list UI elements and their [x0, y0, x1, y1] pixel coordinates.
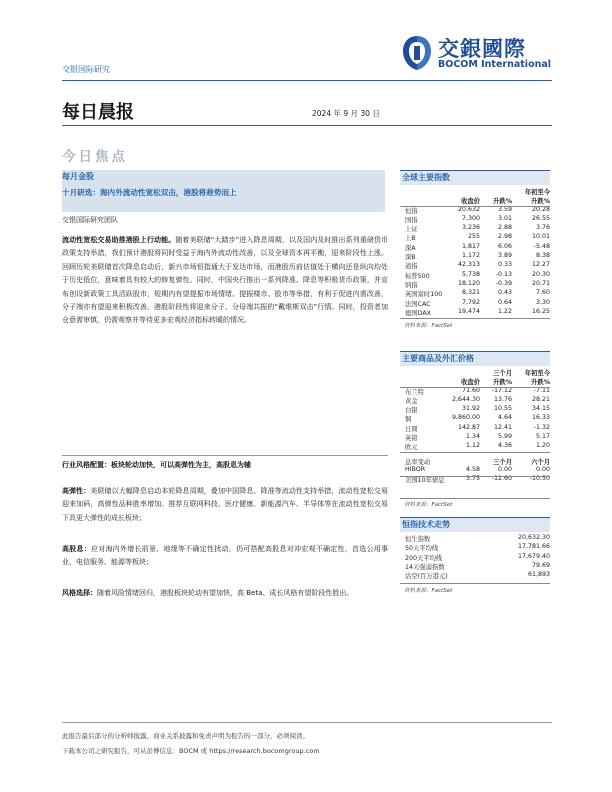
row-label: 恒生指数	[405, 536, 431, 543]
row-value: 71.60	[461, 386, 480, 394]
paragraph-body: 应对海内外增长前景、地缘等不确定性扰动，仍可搭配高股息对冲宏观不确定性，首选公用事业、电信服务、能源等板块；	[62, 545, 388, 567]
row-label: 恒指	[405, 207, 418, 215]
footer-divider	[62, 722, 552, 723]
table-header-row	[400, 187, 550, 196]
row-value: 3.59	[497, 205, 512, 213]
row-value: -1.32	[533, 423, 550, 431]
table-row	[400, 289, 550, 298]
row-value: 3.76	[535, 224, 550, 232]
column-header: 收盘价	[461, 198, 480, 206]
global-indices-rows	[400, 206, 550, 318]
section-heading: 今日焦点	[62, 149, 128, 165]
paragraph-divider	[62, 455, 388, 456]
table-row	[400, 299, 550, 308]
page-title: 每日晨报	[62, 102, 134, 123]
feature-title: 十月研选：海内外流动性宽松双击，港股将趁势而上	[62, 188, 237, 197]
paragraph-sector-style	[62, 459, 388, 472]
commodities-header	[400, 351, 550, 366]
row-value: 3.01	[497, 214, 512, 222]
row-value: 1,817	[461, 242, 480, 250]
feature-tag: 每月金股	[62, 172, 94, 181]
row-label: HIBOR	[405, 465, 426, 473]
row-value: 34.15	[531, 405, 550, 413]
column-header: 升跌%	[493, 198, 512, 206]
row-label: 布兰特	[405, 388, 424, 396]
table-header-row	[400, 457, 550, 466]
paragraph-body: 随着风险情绪回归，港股板块轮动有望加快，高 Beta、成长风格有望阶段性胜出。	[97, 589, 354, 597]
row-value: 7.60	[535, 289, 550, 297]
row-label: 上B	[405, 235, 416, 243]
table-divider	[400, 452, 550, 453]
column-header: 年初至今	[524, 189, 550, 196]
row-label: 14天强弱指数	[405, 563, 445, 571]
row-value: 79.69	[531, 561, 550, 569]
title-divider	[62, 125, 552, 126]
row-value: 31.92	[461, 405, 480, 413]
row-value: -10.50	[529, 475, 550, 483]
table-row	[400, 215, 550, 224]
global-indices-header	[400, 170, 550, 185]
table-divider	[400, 387, 550, 388]
row-value: 3.75	[465, 475, 480, 483]
column-header: 升跌%	[493, 379, 512, 387]
row-value: -0.39	[495, 279, 512, 287]
row-value: 4.64	[497, 414, 512, 422]
row-value: 42,313	[457, 261, 480, 269]
table-header-row	[400, 196, 550, 205]
row-value: 3.89	[497, 252, 512, 260]
row-label: 白银	[405, 407, 418, 415]
paragraph-style-selection	[62, 587, 388, 600]
row-value: 4.58	[465, 465, 480, 473]
table-row	[400, 243, 550, 252]
table-row	[400, 206, 550, 215]
table-row	[400, 414, 550, 423]
hk-tech-header	[400, 517, 550, 532]
table-row	[400, 442, 550, 451]
row-value: 20,632	[457, 205, 480, 213]
row-value: 3,236	[461, 224, 480, 232]
row-value: 20.30	[531, 270, 550, 278]
hk-tech-title: 恒指技术走势	[402, 520, 450, 529]
table-header-row	[400, 368, 550, 377]
row-label: 沽空(百万港元)	[405, 573, 448, 581]
row-value: 20,632.30	[517, 534, 550, 541]
author-team: 交银国际研究团队	[62, 216, 118, 224]
table-row	[400, 571, 550, 580]
column-header: 升跌%	[531, 379, 550, 387]
row-label: 日圆	[405, 425, 418, 433]
row-value: 5,738	[461, 270, 480, 278]
table-row	[400, 224, 550, 233]
logo-english-name: BOCOM International	[438, 59, 552, 70]
column-header: 息率变动	[405, 458, 431, 466]
table-divider	[400, 583, 550, 584]
table-source: 资料来源：FactSet	[404, 323, 453, 329]
brand-subtitle: 交银国际研究	[62, 65, 110, 74]
row-label: 黄金	[405, 397, 418, 405]
row-label: 道指	[405, 263, 418, 271]
row-value: 2,644.30	[451, 395, 480, 403]
row-value: 6.06	[497, 242, 512, 250]
row-value: 2.98	[497, 233, 512, 241]
row-value: 16.33	[531, 414, 550, 422]
row-value: -17.12	[491, 386, 512, 394]
row-value: 13.76	[493, 395, 512, 403]
row-value: 1,172	[461, 252, 480, 260]
table-row	[400, 424, 550, 433]
row-label: 英镑	[405, 435, 418, 443]
column-header: 三个月	[493, 458, 512, 466]
row-value: 1.34	[465, 433, 480, 441]
row-label: 深A	[405, 244, 416, 252]
row-value: 0.00	[535, 465, 550, 473]
paragraph-high-dividend	[62, 543, 388, 570]
row-label: 纳指	[405, 281, 418, 289]
row-value: 1.20	[535, 442, 550, 450]
row-label: 50天平均线	[405, 545, 439, 553]
row-value: 7,300	[461, 214, 480, 222]
commodities-title: 主要商品及外汇价格	[402, 354, 474, 363]
table-divider	[400, 498, 550, 499]
row-value: 1.22	[497, 307, 512, 315]
row-value: 18,120	[457, 279, 480, 287]
row-value: 17,781.66	[517, 543, 550, 551]
row-value: 12.41	[493, 423, 512, 431]
row-value: 142.87	[457, 423, 480, 431]
row-value: -5.48	[533, 242, 550, 250]
row-value: 7,792	[461, 298, 480, 306]
row-label: 欧元	[405, 444, 418, 452]
row-value: 5.17	[535, 433, 550, 441]
table-row	[400, 475, 550, 484]
column-header: 升跌%	[531, 198, 550, 206]
row-value: 5.99	[497, 433, 512, 441]
paragraph-high-beta	[62, 485, 388, 525]
footer-download-link[interactable]: 下载本公司之研究报告，可从彭博信息：BOCM 或 https://research.bocomgroup.com	[62, 747, 320, 755]
row-value: 8,321	[461, 289, 480, 297]
row-label: 法国CAC	[405, 300, 431, 308]
row-value: 255	[467, 233, 480, 241]
column-header: 年初至今	[524, 370, 550, 377]
table-row	[400, 233, 550, 242]
row-value: 10.55	[493, 405, 512, 413]
table-divider	[400, 318, 550, 319]
global-indices-title: 全球主要指数	[402, 173, 450, 182]
row-value: 16.25	[531, 307, 550, 315]
row-label: 美国10年债息	[405, 477, 445, 485]
table-row	[400, 433, 550, 442]
table-source: 资料来源：FactSet	[404, 588, 453, 594]
footer-disclaimer: 此报告最后部分的分析师披露、商业关系披露和免责声明为报告的一部分，必须阅读。	[62, 732, 309, 740]
table-row	[400, 534, 550, 543]
paragraph-body: 随着美联储“大踏步”进入降息周期，以及国内及时推出系列重磅货币政策支持举措，我们预计港股将同时受益于海内外流动性改善，以及全球资本再平衡，迎来阶段性上涨。回顾历轮美联储首次降息启动后，新兴市场恒指通大于发达市场，而港股历前估值处于横向还是纵向均处于历史低位，意味着具有较大的修复弹性。同时，中国央行推出一系列降准、降息等积极货币政策，并宣布创设新政策工具活跃股市，短期内有望提振市场情绪。提振楼市、股市等举措，有利于促进内需改善，分子端亦有望迎来积极改善。港股阶段性将迎来分子、分母端共振的“戴维斯双击”行情。同时，投资者加仓意需审慎，仍需观察并等待更多宏观经济指标转暖的情况。	[62, 236, 389, 325]
row-value: -7.11	[533, 386, 550, 394]
row-value: 0.00	[497, 465, 512, 473]
row-label: 深B	[405, 254, 416, 262]
table-row	[400, 553, 550, 562]
row-label: 英国富时100	[405, 291, 443, 299]
row-value: 3.30	[535, 298, 550, 306]
logo-chinese-name: 交銀國際	[438, 36, 526, 61]
table-divider	[400, 206, 550, 207]
row-value: -12.60	[491, 475, 512, 483]
table-row	[400, 466, 550, 475]
row-value: 10.01	[531, 233, 550, 241]
table-divider	[400, 476, 550, 477]
report-date: 2024 年 9 月 30 日	[312, 109, 380, 118]
paragraph-lead: 高弹性：	[62, 487, 91, 495]
table-row	[400, 308, 550, 317]
commodities-rows	[400, 387, 550, 452]
row-value: 9,860.00	[451, 414, 480, 422]
row-value: 0.64	[497, 298, 512, 306]
table-row	[400, 396, 550, 405]
table-row	[400, 405, 550, 414]
header-divider	[62, 80, 552, 81]
table-row	[400, 562, 550, 571]
table-row	[400, 252, 550, 261]
paragraph-liquidity	[62, 234, 388, 328]
row-label: 上证	[405, 226, 418, 234]
row-value: 28.21	[531, 395, 550, 403]
row-label: 200天平均线	[405, 554, 443, 562]
row-label: 德国DAX	[405, 309, 431, 317]
row-label: 标普500	[405, 272, 430, 280]
row-value: 26.55	[531, 214, 550, 222]
row-value: 0.43	[497, 289, 512, 297]
table-header-row	[400, 377, 550, 386]
row-value: 12.27	[531, 261, 550, 269]
row-value: 0.33	[497, 261, 512, 269]
table-row	[400, 261, 550, 270]
paragraph-body: 美联储以大幅降息启动本轮降息周期，叠加中国降息、降准等流动性支持举措，流动性宽松交易迎来加码，高弹性品种胜率增加。推荐互联网科技、医疗健康、新能源汽车、半导体等在流动性宽松交易下具更大弹性的成长板块；	[62, 487, 389, 522]
row-value: 17,679.40	[517, 552, 550, 560]
row-label: 国指	[405, 216, 418, 224]
row-value: 19,474	[457, 307, 480, 315]
row-label: 铜	[405, 416, 412, 424]
paragraph-lead: 流动性宽松交易助推港股上行动能。	[62, 236, 176, 244]
paragraph-lead: 高股息：	[62, 545, 91, 553]
table-row	[400, 387, 550, 396]
row-value: 20.28	[531, 205, 550, 213]
row-value: 61,893	[527, 571, 550, 579]
paragraph-lead: 风格选择：	[62, 589, 97, 597]
bocom-logo-icon	[400, 34, 434, 72]
row-value: 8.38	[535, 252, 550, 260]
row-value: -0.13	[495, 270, 512, 278]
table-row	[400, 543, 550, 552]
table-source: 资料来源：FactSet	[404, 502, 453, 508]
paragraph-lead: 行业风格配置：板块轮动加快，可以高弹性为主，高股息为辅	[62, 461, 251, 469]
table-row	[400, 271, 550, 280]
hk-tech-table	[400, 534, 550, 580]
table-row	[400, 280, 550, 289]
row-value: 20.71	[531, 279, 550, 287]
row-value: 2.88	[497, 224, 512, 232]
row-value: 1.12	[465, 442, 480, 450]
hk-tech-rows	[400, 534, 550, 580]
column-header: 三个月	[493, 370, 512, 377]
commodities-table	[400, 368, 550, 485]
column-header: 收盘价	[461, 379, 480, 387]
column-header: 六个月	[531, 458, 550, 466]
row-value: 4.36	[497, 442, 512, 450]
